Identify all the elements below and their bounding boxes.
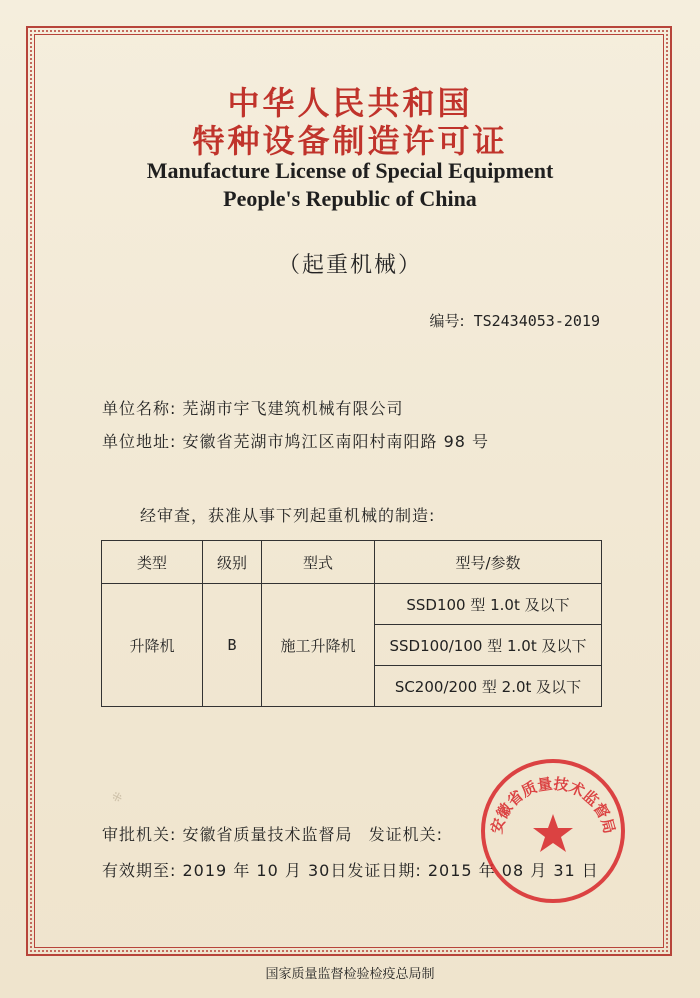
title-cn-line2: 特种设备制造许可证	[192, 122, 508, 160]
issue-day: 31	[553, 861, 576, 880]
approval-authority-label: 审批机关:	[102, 825, 177, 844]
equipment-category: （起重机械）	[277, 253, 422, 278]
footer-note: 国家质量监督检验检疫总局制	[265, 967, 435, 982]
seal-text: 安徽省质量技术监督局	[487, 774, 619, 836]
unit-address-value: 安徽省芜湖市鸠江区南阳村南阳路 98 号	[182, 432, 490, 451]
issue-date-label: 发证日期:	[347, 861, 422, 880]
issuer-label: 发证机关:	[368, 825, 444, 844]
year-unit: 年	[233, 861, 251, 880]
approval-authority-value: 安徽省质量技术监督局	[182, 825, 353, 844]
valid-year: 2019	[182, 861, 228, 880]
issue-month-unit: 月	[530, 861, 548, 880]
month-unit: 月	[284, 861, 302, 880]
title-cn-line1: 中华人民共和国	[227, 84, 473, 122]
serial-number	[429, 310, 600, 331]
unit-address-label: 单位地址:	[102, 432, 177, 451]
unit-address-row	[102, 429, 489, 452]
unit-name-label: 单位名称:	[102, 399, 177, 418]
validity-label: 有效期至:	[102, 861, 177, 880]
table-header-row	[102, 541, 602, 584]
star-icon	[533, 814, 573, 852]
table-header: 类型	[102, 541, 203, 584]
issue-year-unit: 年	[478, 861, 496, 880]
form-cell: 施工升降机	[262, 584, 375, 707]
model-cell: SSD100 型 1.0t 及以下	[375, 584, 602, 625]
serial-value: TS2434053-2019	[473, 312, 600, 330]
valid-month: 10	[256, 861, 279, 880]
valid-day: 30	[307, 861, 331, 880]
day-unit: 日	[330, 861, 348, 880]
table-header: 型号/参数	[375, 541, 602, 584]
type-cell: 升降机	[102, 584, 203, 707]
table-row	[102, 584, 602, 625]
model-cell: SC200/200 型 2.0t 及以下	[375, 666, 602, 707]
model-cell: SSD100/100 型 1.0t 及以下	[375, 625, 602, 666]
unit-name-value: 芜湖市宇飞建筑机械有限公司	[182, 399, 404, 418]
intro-text: 经审查，获准从事下列起重机械的制造:	[140, 506, 436, 525]
license-table	[101, 540, 602, 707]
issue-month: 08	[501, 861, 525, 880]
issue-year: 2015	[427, 861, 473, 880]
official-seal	[478, 756, 628, 906]
serial-label: 编号:	[429, 312, 465, 330]
title-en-line2: People's Republic of China	[223, 186, 477, 211]
table-header: 级别	[203, 541, 262, 584]
issue-day-unit: 日	[581, 861, 599, 880]
unit-name-row	[102, 396, 404, 419]
grade-cell: B	[203, 584, 262, 707]
watermark: ※	[109, 788, 127, 807]
table-header: 型式	[262, 541, 375, 584]
approval-row	[102, 822, 443, 845]
title-en-line1: Manufacture License of Special Equipment	[146, 158, 554, 183]
